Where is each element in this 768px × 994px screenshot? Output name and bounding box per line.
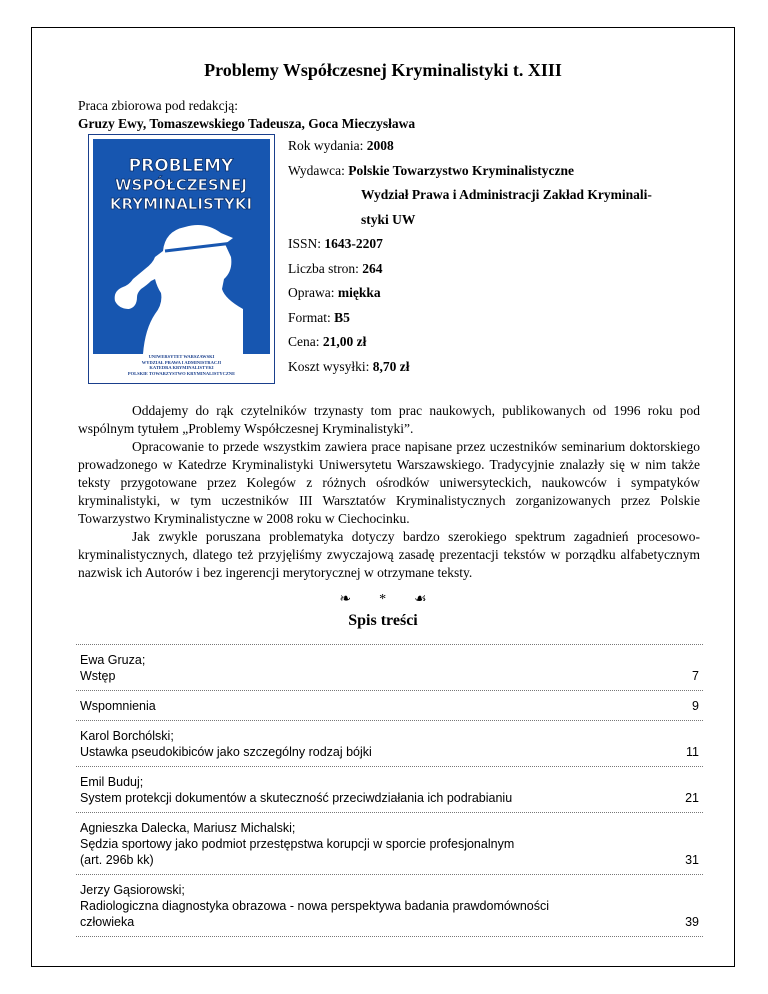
toc-entry-line: Ewa Gruza; [80, 653, 146, 667]
toc-entry-text [80, 820, 703, 868]
toc-entry-line: Radiologiczna diagnostyka obrazowa - nowa perspektywa badania prawdomówności [80, 899, 550, 913]
table-of-contents [76, 644, 703, 937]
toc-entry-line: Wstęp [80, 669, 116, 683]
toc-title: Spis treści [348, 612, 418, 629]
book-cover-image [88, 134, 275, 384]
meta-publisher: Wydawca: Polskie Towarzystwo Kryminalistyczne [288, 162, 575, 178]
meta-pages: Liczba stron: 264 [288, 260, 383, 276]
section-divider [32, 591, 734, 608]
toc-bottom-rule [76, 936, 703, 937]
meta-format: Format: B5 [288, 309, 350, 325]
toc-page-number: 9 [692, 699, 699, 713]
toc-entry-line: Karol Borchólski; [80, 729, 174, 743]
toc-entry-line: (art. 296b kk) [80, 853, 154, 867]
cover-footer: UNIWERSYTET WARSZAWSKI WYDZIAŁ PRAWA I ADMINISTRACJI KATEDRA KRYMINALISTYKI POLSKIE TOWARZYSTWO KRYMINALISTYCZNE [127, 354, 236, 376]
fleuron-right-icon: ☙ [414, 592, 427, 607]
description-paragraph: Opracowanie to przede wszystkim zawiera prace napisane przez uczestników seminarium doktorskiego prowadzonego w Katedrze Kryminalistyki Uniwersytetu Warszawskiego. Tradycyjnie znalazły się w nim także teksty przygotowane przez Kolegów z różnych ośrodków uniwersyteckich, naukowców i sympatyków kryminalistyki, w tym uczestników III Warsztatów Kryminalistycznych zorganizowanych przez Polskie Towarzystwo Kryminalistyczne w 2008 roku w Ciechocinku. [78, 439, 700, 526]
toc-entry-text [80, 652, 703, 684]
toc-page-number: 39 [685, 915, 699, 929]
toc-entry[interactable] [76, 690, 703, 720]
toc-entry-line: Sędzia sportowy jako podmiot przestępstwa korupcji w sporcie profesjonalnym [80, 837, 515, 851]
editor-names: Gruzy Ewy, Tomaszewskiego Tadeusza, Goca Mieczysława [78, 116, 416, 131]
fleuron-left-icon: ❧ [339, 592, 352, 607]
detective-silhouette-icon [93, 139, 270, 354]
toc-page-number: 21 [685, 791, 699, 805]
meta-price: Cena: 21,00 zł [288, 334, 367, 349]
toc-entry[interactable] [76, 812, 703, 874]
toc-entry[interactable] [76, 644, 703, 690]
divider-asterisk: * [379, 592, 387, 607]
toc-entry-line: Agnieszka Dalecka, Mariusz Michalski; [80, 821, 296, 835]
cover-title-line-2: WSPÓŁCZESNEJ [114, 176, 248, 194]
meta-publisher-2-cont: styki UW [361, 211, 416, 227]
cover-title-line-1: PROBLEMY [128, 156, 234, 176]
book-title: Problemy Współczesnej Kryminalistyki t. XIII [204, 60, 562, 80]
meta-binding: Oprawa: miękka [288, 285, 381, 300]
document-page [31, 27, 735, 967]
toc-entry[interactable] [76, 874, 703, 936]
toc-page-number: 7 [692, 669, 699, 683]
toc-entry-line: człowieka [80, 915, 135, 929]
toc-entry-line: Wspomnienia [80, 699, 156, 713]
cover-art [93, 139, 270, 354]
toc-entry-text [80, 698, 703, 714]
toc-entry-text [80, 774, 703, 806]
toc-entry-line: Jerzy Gąsiorowski; [80, 883, 185, 897]
toc-entry-line: Emil Buduj; [80, 775, 144, 789]
toc-page-number: 11 [686, 745, 699, 759]
meta-shipping: Koszt wysyłki: 8,70 zł [288, 358, 410, 374]
toc-entry-text [80, 728, 703, 760]
toc-entry[interactable] [76, 720, 703, 766]
meta-publisher-2: Wydział Prawa i Administracji Zakład Kryminali- [361, 187, 652, 202]
toc-entry-line: Ustawka pseudokibiców jako szczególny rodzaj bójki [80, 745, 372, 759]
description [78, 402, 700, 582]
book-metadata [288, 134, 652, 379]
toc-entry[interactable] [76, 766, 703, 812]
cover-title-line-3: KRYMINALISTYKI [109, 195, 253, 213]
editor-intro: Praca zbiorowa pod redakcją: [78, 98, 239, 113]
description-paragraph: Oddajemy do rąk czytelników trzynasty tom prac naukowych, publikowanych od 1996 roku pod wspólnym tytułem „Problemy Współczesnej Kryminalistyki”. [78, 403, 700, 436]
toc-entry-text [80, 882, 703, 930]
toc-page-number: 31 [685, 853, 699, 867]
toc-entry-line: System protekcji dokumentów a skuteczność przeciwdziałania ich podrabianiu [80, 791, 513, 805]
meta-year: Rok wydania: 2008 [288, 138, 394, 153]
meta-issn: ISSN: 1643-2207 [288, 236, 383, 251]
editors-block [78, 97, 415, 133]
description-paragraph: Jak zwykle poruszana problematyka dotyczy bardzo szerokiego spektrum zagadnień procesowo-kryminalistycznych, dlatego też przyjęliśmy zwyczajową zasadę prezentacji tekstów w porządku alfabetycznym nazwisk ich Autorów i bez ingerencji merytorycznej w otrzymane teksty. [78, 529, 700, 580]
